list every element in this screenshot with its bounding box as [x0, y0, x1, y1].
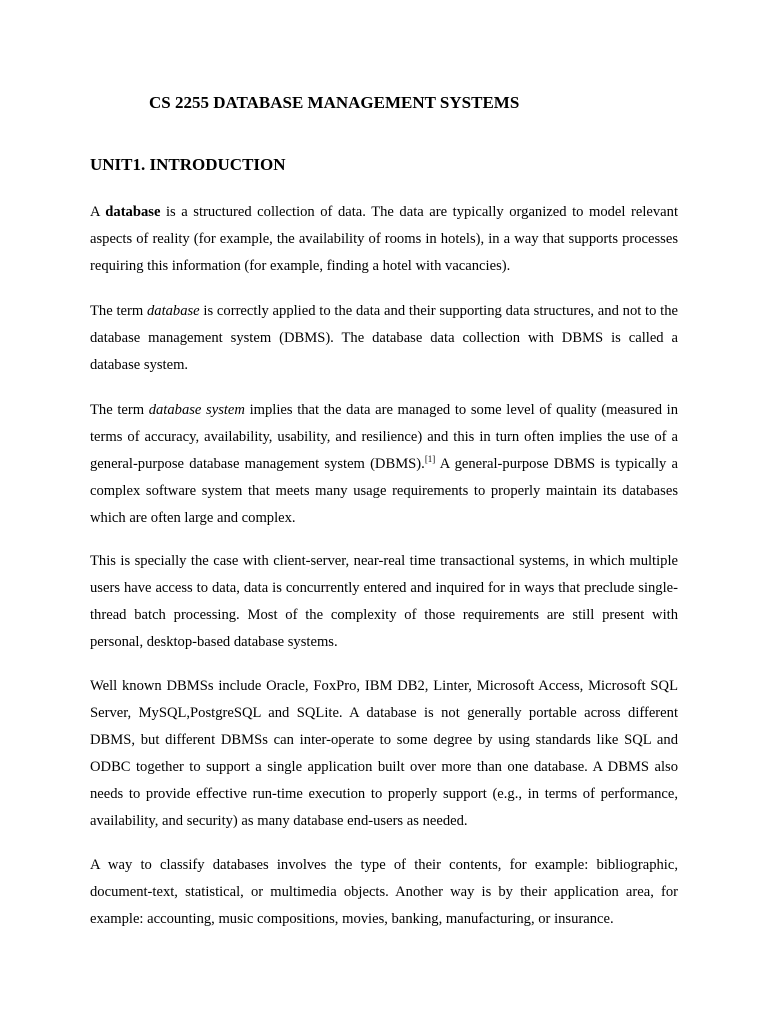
paragraph-text: is a structured collection of data. The data are typically organized to model relevant aspects of reality (for example, the availability of rooms in hotels), in a way that supports processes requiring this information (for example, finding a hotel with vacancies).: [90, 204, 678, 274]
paragraph-text: The term: [90, 402, 149, 418]
italic-term-database: database: [146, 303, 200, 319]
paragraph-database-definition: [90, 199, 678, 280]
paragraph-text: A: [90, 204, 106, 220]
paragraph-known-dbmss: Well known DBMSs include Oracle, FoxPro, IBM DB2, Linter, Microsoft Access, Microsoft SQL Server, MySQL,PostgreSQL and SQLite. A database is not generally portable across different DBMS, but different DBMSs can inter-operate to some degree by using standards like SQL and ODBC together to support a single application built over more than one database. A DBMS also needs to provide effective run-time execution to properly support (e.g., in terms of performance, availability, and security) as many database end-users as needed.: [90, 678, 678, 829]
italic-term-database-system: database system: [148, 402, 245, 418]
paragraph-text: is correctly applied to the data and their supporting data structures, and not to the database management system (DBMS). The database data collection with DBMS is called a database system.: [90, 303, 679, 373]
bold-term-database: database: [105, 204, 161, 220]
paragraph-client-server: This is specially the case with client-server, near-real time transactional systems, in which multiple users have access to data, data is concurrently entered and inquired for in ways that preclude single-thread batch processing. Most of the complexity of those requirements are still present with personal, desktop-based database systems.: [90, 553, 678, 650]
paragraph-database-term: [90, 298, 678, 379]
paragraph-classification: A way to classify databases involves the type of their contents, for example: bibliographic, document-text, statistical, or multimedia objects. Another way is by their application area, for example: accounting, music compositions, movies, banking, manufacturing, or insurance.: [90, 857, 678, 927]
course-title: CS 2255 DATABASE MANAGEMENT SYSTEMS: [149, 93, 520, 112]
citation-link[interactable]: [1]: [424, 454, 436, 464]
paragraph-text: The term: [90, 303, 147, 319]
paragraph-database-system: [90, 397, 678, 532]
paragraph-text: A general-purpose DBMS is typically a complex software system that meets many usage requirements to properly maintain its databases which are often large and complex.: [90, 456, 678, 526]
unit-heading: UNIT1. INTRODUCTION: [90, 155, 286, 174]
paragraph-text: implies that the data are managed to some level of quality (measured in terms of accuracy, availability, usability, and resilience) and this in turn often implies the use of a general-purpose database management system (DBMS).: [90, 402, 678, 472]
